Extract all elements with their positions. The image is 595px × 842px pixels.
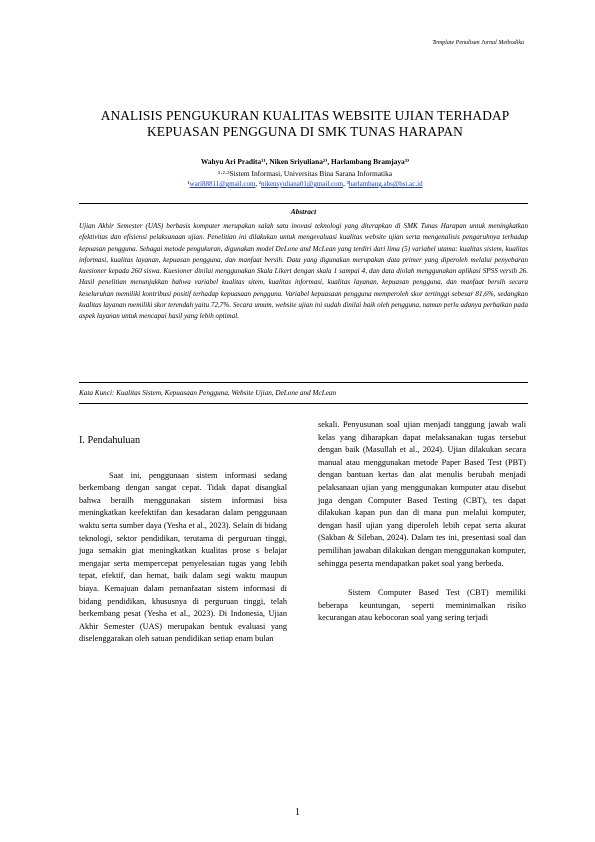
keywords: Kata Kunci: Kualitas Sistem, Kepuasaan Pengguna, Website Ujian, DeLone and McLean [79, 389, 337, 397]
email-link-1[interactable]: wari88811@gmail.com [189, 180, 256, 188]
affiliation: ¹·²·³Sistem Informasi, Universitas Bina Sarana Informatika [217, 169, 393, 178]
page-number: 1 [295, 807, 300, 818]
right-column [318, 419, 526, 637]
intro-paragraph-2: sekali. Penyusunan soal ujian menjadi tanggung jawab wali kelas yang diharapkan dapat melaksanakan tugas tersebut dengan baik (Masullah et al., 2024). Ujian dilakukan secara manual atau menggunakan metode Paper Based Test (PBT) dengan bantuan kertas dan alat menulis berubah menjadi pelaksanaan ujian yang menggunakan komputer atau disebut juga dengan Computer Based Testing (CBT), tes dapat dilakukan kapan pun dan di mana pun melalui komputer, dengan hasil ujian yang diperoleh lebih cepat serta akurat (Sakban & Sileban, 2024). Dalam tes ini, presentasi soal dan pemilihan jawaban dilakukan dengan menggunakan komputer, sehingga peserta mendapatkan paket soal yang berbeda. [318, 420, 526, 568]
author-emails: ¹wari88811@gmail.com, ²nikensyuliana01@gmail.com, ³harlambang.abs@bsi.ac.id [187, 180, 423, 188]
keywords-bottom-rule [79, 403, 528, 404]
abstract-bottom-rule [79, 382, 528, 383]
email-link-3[interactable]: harlambang.abs@bsi.ac.id [348, 180, 423, 188]
left-column [79, 418, 287, 658]
author-list: Wahyu Ari Pradita¹⁾, Niken Sriyuliana²⁾, Harlambang Bramjaya³⁾ [200, 157, 410, 166]
paper-title: ANALISIS PENGUKURAN KUALITAS WEBSITE UJIAN TERHADAP KEPUASAN PENGGUNA DI SMK TUNAS HARAPAN [100, 108, 510, 139]
section-heading-introduction: I. Pendahuluan [79, 435, 141, 446]
intro-paragraph-3: Sistem Computer Based Test (CBT) memiliki beberapa keuntungan, seperti meminimalkan risiko kecurangan atau kebocoran soal yang sering terjadi [318, 588, 526, 623]
journal-header-note: Template Penulisan Jurnal Methodika [432, 40, 524, 46]
intro-paragraph-1: Saat ini, penggunaan sistem informasi sedang berkembang dengan sangat cepat. Tidak dapat disangkal bahwa berailh menggunakan sistem informasi bisa meningkatkan keefektifan dan kesadaran dalam penggunaan waktu serta sumber daya (Yesha et al., 2023). Selain di bidang teknologi, sektor pendidikan, terutama di perguruan tinggi, juga semakin giat meningkatkan kualitas prose s belajar mengajar serta mempercepat penyelesaian tugas yang lebih tepat, efektif, dan hemat, baik dalam segi waktu maupun biaya. Kemajuan dalam pemanfaatan sistem informasi di bidang pendidikan, khususnya di perguruan tinggi, telah berkembang pesat (Yesha et al., 2023). Di Indonesia, Ujian Akhir Semester (UAS) merupakan bentuk evaluasi yang diselenggarakan oleh satuan pendidikan setiap enam bulan [79, 470, 287, 644]
email-link-2[interactable]: nikensyuliana01@gmail.com [261, 180, 344, 188]
abstract-top-rule [79, 203, 528, 204]
abstract-heading: Abstract [290, 207, 317, 216]
abstract-body: Ujian Akhir Semester (UAS) berbasis komputer merupakan salah satu inovasi teknologi yang diterapkan di SMK Tunas Harapan untuk meningkatkan efektivitas dan efisiensi pelaksanaan ujian. Penelitian ini dilakukan untuk mengevaluasi kualitas website ujian serta mengenalisis pengaruhnya terhadap kepuasan pengguna. Sebagai metode pengukuran, digunakan model DeLone and McLean yang terdiri dari lima (5) variabel utama: kualitas sistem, kualitas informasi, kualitas layanan, kepuasan pengguna, dan manfaat bersih. Data yang digunakan merupakan data primer yang diperoleh melalui penyebaran kuesioner kepada 260 siswa. Kuesioner dinilai menggunakan Skala Likert dengan skala 1 sampai 4, dan data diolah menggunakan aplikasi SPSS versih 26. Hasil penelitian menunjukkan bahwa variabel kualitas sitem, kualitas informasi, kualitas layanan, kepuasan pengguna, dan manfaat bersih secara keseluruhan memiliki kontribusi positif terhadap kepuasaan pengguna. Variabel kepuasaan pengguna memperoleh skor tertinggi sebesar 81,6%, sedangkan kualitas layanan memiliki skor terendah yaitu 72,7%. Secara umum, website ujian ini sudah dinilai baik oleh pengguna, namun perlu adanya perbaikan pada aspek layanan untuk mencapai hasil yang lebih optimal. [79, 222, 528, 321]
